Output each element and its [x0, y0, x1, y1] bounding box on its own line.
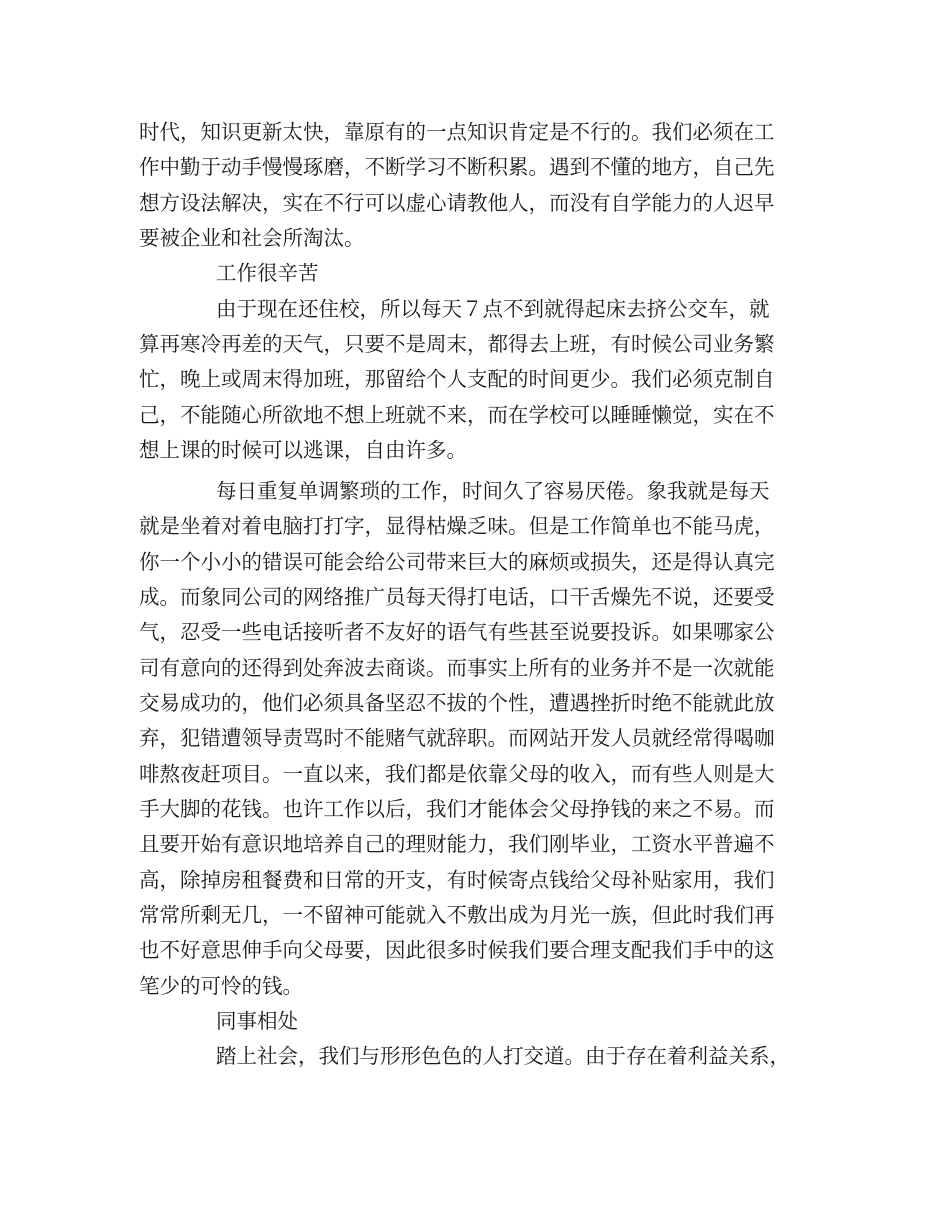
text-line: 司有意向的还得到处奔波去商谈。而事实上所有的业务并不是一次就能: [139, 656, 775, 680]
text-line: 也不好意思伸手向父母要，因此很多时候我们要合理支配我们手中的这: [139, 938, 775, 962]
text-line: 成。而象同公司的网络推广员每天得打电话，口干舌燥先不说，还要受: [139, 585, 775, 609]
text-line: 想方设法解决，实在不行可以虚心请教他人，而没有自学能力的人迟早: [139, 191, 775, 215]
text-line: 要被企业和社会所淘汰。: [139, 226, 365, 250]
section-heading-work-hard: 工作很辛苦: [216, 261, 319, 285]
text-line: 啡熬夜赶项目。一直以来，我们都是依靠父母的收入，而有些人则是大: [139, 762, 775, 786]
text-line: 算再寒冷再差的天气，只要不是周末，都得去上班，有时候公司业务繁: [139, 332, 775, 356]
text-line: 常常所剩无几，一不留神可能就入不敷出成为月光一族，但此时我们再: [139, 903, 775, 927]
text-line: 且要开始有意识地培养自己的理财能力，我们刚毕业，工资水平普遍不: [139, 832, 775, 856]
text-line: 想上课的时候可以逃课，自由许多。: [139, 438, 467, 462]
text-line: 忙，晚上或周末得加班，那留给个人支配的时间更少。我们必须克制自: [139, 367, 775, 391]
text-line: 己，不能随心所欲地不想上班就不来，而在学校可以睡睡懒觉，实在不: [139, 403, 775, 427]
text-line: 气，忍受一些电话接听者不友好的语气有些甚至说要投诉。如果哪家公: [139, 620, 775, 644]
section-heading-colleagues: 同事相处: [216, 1009, 298, 1033]
text-line: 笔少的可怜的钱。: [139, 974, 303, 998]
text-line: 作中勤于动手慢慢琢磨，不断学习不断积累。遇到不懂的地方，自己先: [139, 155, 775, 179]
text-line: 踏上社会，我们与形形色色的人打交道。由于存在着利益关系，: [216, 1044, 790, 1068]
text-line: 交易成功的，他们必须具备坚忍不拔的个性，遭遇挫折时绝不能就此放: [139, 691, 775, 715]
text-line: 就是坐着对着电脑打打字，显得枯燥乏味。但是工作简单也不能马虎，: [139, 514, 775, 538]
text-line: 高，除掉房租餐费和日常的开支，有时候寄点钱给父母补贴家用，我们: [139, 868, 775, 892]
text-line: 由于现在还住校，所以每天７点不到就得起床去挤公交车，就: [216, 297, 770, 321]
text-line: 时代，知识更新太快，靠原有的一点知识肯定是不行的。我们必须在工: [139, 120, 775, 144]
text-line: 你一个小小的错误可能会给公司带来巨大的麻烦或损失，还是得认真完: [139, 550, 775, 574]
text-line: 每日重复单调繁琐的工作，时间久了容易厌倦。象我就是每天: [216, 479, 770, 503]
text-line: 弃，犯错遭领导责骂时不能赌气就辞职。而网站开发人员就经常得喝咖: [139, 726, 775, 750]
text-line: 手大脚的花钱。也许工作以后，我们才能体会父母挣钱的来之不易。而: [139, 797, 775, 821]
